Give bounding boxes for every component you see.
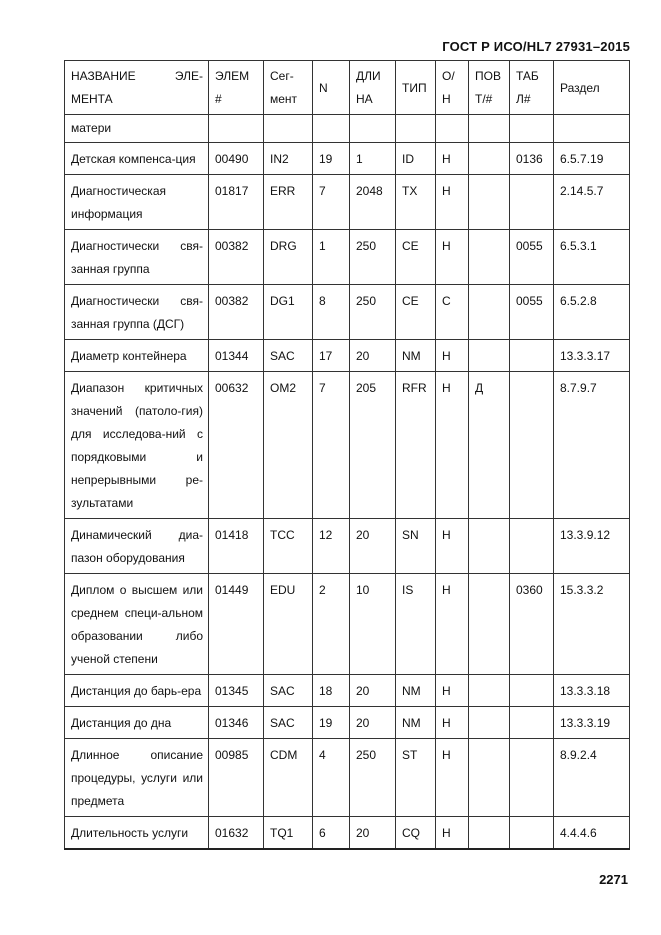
cell-optionality: Н: [436, 175, 469, 230]
cell-n: 17: [313, 340, 350, 372]
cell-section: 8.9.2.4: [554, 739, 630, 817]
column-header-optionality: О/Н: [436, 61, 469, 115]
cell-segment: OM2: [264, 372, 313, 519]
cell-repeat: [469, 143, 510, 175]
cell-section: 13.3.3.18: [554, 675, 630, 707]
column-header-section: Раздел: [554, 61, 630, 115]
cell-n: 19: [313, 707, 350, 739]
cell-element-number: 00632: [209, 372, 264, 519]
cell-n: 7: [313, 175, 350, 230]
cell-element-number: 01345: [209, 675, 264, 707]
cell-type: CQ: [396, 817, 436, 850]
cell-repeat: [469, 175, 510, 230]
cell-element-number: 00985: [209, 739, 264, 817]
column-header-repeat: ПОВ Т/#: [469, 61, 510, 115]
cell-table: 0055: [510, 285, 554, 340]
column-header-n: N: [313, 61, 350, 115]
cell-n: [313, 115, 350, 143]
cell-optionality: Н: [436, 574, 469, 675]
column-header-segment: Сег-мент: [264, 61, 313, 115]
table-row: [65, 175, 630, 230]
cell-element-number: 00382: [209, 230, 264, 285]
cell-repeat: [469, 574, 510, 675]
table-row: [65, 675, 630, 707]
cell-element-name: Дистанция до барь-ера: [65, 675, 209, 707]
table-row: [65, 817, 630, 850]
cell-n: 4: [313, 739, 350, 817]
document-header: ГОСТ Р ИСО/HL7 27931–2015: [442, 39, 630, 54]
cell-n: 8: [313, 285, 350, 340]
cell-repeat: [469, 519, 510, 574]
cell-segment: DRG: [264, 230, 313, 285]
cell-optionality: Н: [436, 230, 469, 285]
cell-type: NM: [396, 340, 436, 372]
cell-length: 20: [350, 675, 396, 707]
cell-repeat: [469, 230, 510, 285]
cell-segment: SAC: [264, 707, 313, 739]
cell-table: [510, 175, 554, 230]
cell-table: [510, 675, 554, 707]
cell-length: 205: [350, 372, 396, 519]
cell-length: 20: [350, 340, 396, 372]
cell-optionality: Н: [436, 372, 469, 519]
cell-table: [510, 340, 554, 372]
cell-segment: DG1: [264, 285, 313, 340]
cell-table: [510, 817, 554, 850]
cell-optionality: Н: [436, 707, 469, 739]
cell-optionality: С: [436, 285, 469, 340]
cell-optionality: Н: [436, 340, 469, 372]
cell-table: [510, 372, 554, 519]
cell-element-number: 00490: [209, 143, 264, 175]
cell-element-name: Длительность услуги: [65, 817, 209, 850]
cell-optionality: Н: [436, 739, 469, 817]
cell-table: 0136: [510, 143, 554, 175]
cell-segment: CDM: [264, 739, 313, 817]
cell-element-name: Диплом о высшем или среднем специ-альном образовании либо ученой степени: [65, 574, 209, 675]
table-row: [65, 285, 630, 340]
cell-type: CE: [396, 230, 436, 285]
column-header-name: НАЗВАНИЕ ЭЛЕ-МЕНТА: [65, 61, 209, 115]
table-row: [65, 519, 630, 574]
cell-type: TX: [396, 175, 436, 230]
table-row: [65, 372, 630, 519]
cell-segment: EDU: [264, 574, 313, 675]
cell-element-number: 01418: [209, 519, 264, 574]
cell-section: 4.4.4.6: [554, 817, 630, 850]
column-header-table: ТАБ Л#: [510, 61, 554, 115]
cell-section: 2.14.5.7: [554, 175, 630, 230]
cell-n: 12: [313, 519, 350, 574]
table-row: [65, 340, 630, 372]
cell-n: 19: [313, 143, 350, 175]
column-header-length: ДЛИ НА: [350, 61, 396, 115]
cell-length: 2048: [350, 175, 396, 230]
cell-table: [510, 115, 554, 143]
cell-type: ID: [396, 143, 436, 175]
cell-length: [350, 115, 396, 143]
cell-type: IS: [396, 574, 436, 675]
cell-optionality: Н: [436, 675, 469, 707]
cell-n: 7: [313, 372, 350, 519]
table-header-row: [65, 61, 630, 115]
cell-segment: SAC: [264, 675, 313, 707]
cell-segment: ERR: [264, 175, 313, 230]
cell-segment: SAC: [264, 340, 313, 372]
column-header-elem: ЭЛЕМ #: [209, 61, 264, 115]
cell-section: 13.3.3.17: [554, 340, 630, 372]
cell-repeat: [469, 675, 510, 707]
cell-element-name: Диапазон критичных значений (патоло-гия) для исследова-ний с порядковыми и непрерывными ре-зультатами: [65, 372, 209, 519]
cell-section: 13.3.9.12: [554, 519, 630, 574]
cell-element-name: Детская компенса-ция: [65, 143, 209, 175]
cell-type: SN: [396, 519, 436, 574]
cell-table: [510, 707, 554, 739]
cell-type: NM: [396, 675, 436, 707]
cell-element-number: 00382: [209, 285, 264, 340]
cell-element-name: Диагностически свя-занная группа (ДСГ): [65, 285, 209, 340]
cell-element-name: Длинное описание процедуры, услуги или предмета: [65, 739, 209, 817]
page-number: 2271: [599, 872, 628, 887]
cell-n: 1: [313, 230, 350, 285]
cell-element-number: 01817: [209, 175, 264, 230]
cell-optionality: [436, 115, 469, 143]
cell-repeat: [469, 285, 510, 340]
data-elements-table: [64, 60, 630, 850]
cell-table: [510, 739, 554, 817]
cell-length: 20: [350, 707, 396, 739]
cell-segment: TQ1: [264, 817, 313, 850]
cell-optionality: Н: [436, 519, 469, 574]
cell-section: 6.5.3.1: [554, 230, 630, 285]
cell-type: NM: [396, 707, 436, 739]
cell-repeat: [469, 739, 510, 817]
cell-section: 15.3.3.2: [554, 574, 630, 675]
cell-type: ST: [396, 739, 436, 817]
table-row: [65, 230, 630, 285]
cell-segment: TCC: [264, 519, 313, 574]
cell-element-name: Диагностически свя-занная группа: [65, 230, 209, 285]
table-row: [65, 739, 630, 817]
cell-element-name: Диаметр контейнера: [65, 340, 209, 372]
cell-length: 250: [350, 230, 396, 285]
cell-section: 6.5.7.19: [554, 143, 630, 175]
cell-repeat: [469, 817, 510, 850]
cell-repeat: [469, 340, 510, 372]
cell-section: 8.7.9.7: [554, 372, 630, 519]
cell-length: 250: [350, 739, 396, 817]
cell-element-name: Диагностическая информация: [65, 175, 209, 230]
cell-optionality: Н: [436, 817, 469, 850]
cell-length: 20: [350, 817, 396, 850]
cell-length: 10: [350, 574, 396, 675]
cell-element-name: матери: [65, 115, 209, 143]
table-row: [65, 143, 630, 175]
cell-element-number: 01632: [209, 817, 264, 850]
cell-length: 1: [350, 143, 396, 175]
table-row: [65, 115, 630, 143]
cell-type: RFR: [396, 372, 436, 519]
cell-element-number: 01449: [209, 574, 264, 675]
cell-segment: IN2: [264, 143, 313, 175]
cell-repeat: Д: [469, 372, 510, 519]
table-row: [65, 574, 630, 675]
cell-section: 6.5.2.8: [554, 285, 630, 340]
cell-element-number: [209, 115, 264, 143]
cell-element-name: Дистанция до дна: [65, 707, 209, 739]
cell-length: 20: [350, 519, 396, 574]
cell-table: 0360: [510, 574, 554, 675]
cell-n: 6: [313, 817, 350, 850]
cell-repeat: [469, 115, 510, 143]
cell-n: 18: [313, 675, 350, 707]
table-row: [65, 707, 630, 739]
cell-table: [510, 519, 554, 574]
cell-section: [554, 115, 630, 143]
cell-repeat: [469, 707, 510, 739]
column-header-type: ТИП: [396, 61, 436, 115]
cell-table: 0055: [510, 230, 554, 285]
cell-element-number: 01346: [209, 707, 264, 739]
cell-type: [396, 115, 436, 143]
cell-length: 250: [350, 285, 396, 340]
cell-section: 13.3.3.19: [554, 707, 630, 739]
cell-element-name: Динамический диа-пазон оборудования: [65, 519, 209, 574]
cell-optionality: Н: [436, 143, 469, 175]
cell-element-number: 01344: [209, 340, 264, 372]
cell-segment: [264, 115, 313, 143]
cell-n: 2: [313, 574, 350, 675]
cell-type: CE: [396, 285, 436, 340]
